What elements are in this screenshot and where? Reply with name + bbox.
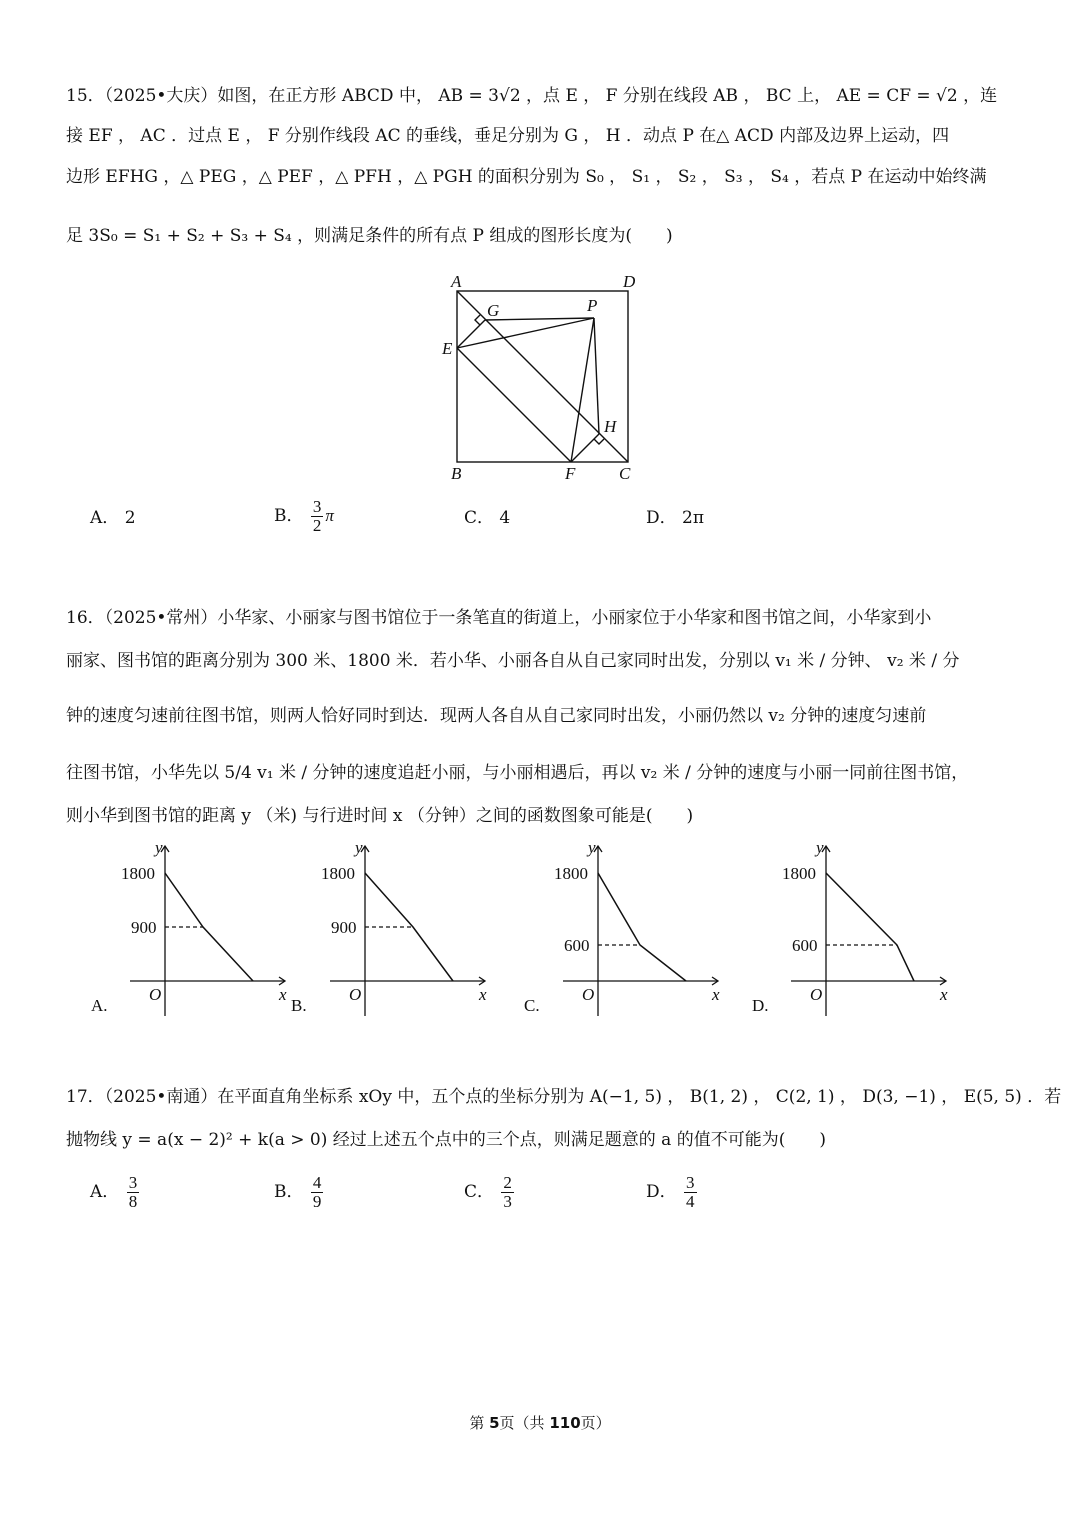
q17-option-d[interactable] <box>646 1174 699 1211</box>
option-letter: A． <box>90 508 120 528</box>
y-tick-mid: 900 <box>131 918 157 937</box>
q17-line-2: 抛物线 y = a(x − 2)² + k(a > 0) 经过上述五个点中的三个点，则满足题意的 a 的值不可能为( ) <box>66 1130 826 1150</box>
option-value: π <box>325 506 334 525</box>
q16-graph-a[interactable] <box>85 838 300 1023</box>
denominator: 2 <box>312 516 322 535</box>
origin-label: O <box>582 985 595 1004</box>
q16-line-1: 16．（2025•常州）小华家、小丽家与图书馆位于一条笔直的街道上，小丽家位于小华家和图书馆之间，小华家到小 <box>66 608 932 628</box>
label-h: H <box>604 417 617 436</box>
q15-option-a[interactable] <box>90 506 136 530</box>
graph-line <box>165 873 253 981</box>
y-tick-mid: 600 <box>792 936 818 955</box>
label-a: A <box>451 272 462 291</box>
label-f: F <box>565 464 576 483</box>
y-tick-mid: 600 <box>564 936 590 955</box>
fraction <box>311 498 324 535</box>
graph-letter: D. <box>752 996 769 1015</box>
segment-gp <box>485 318 594 320</box>
fraction <box>311 1174 324 1211</box>
label-b: B <box>451 464 462 483</box>
q17-option-b[interactable] <box>274 1174 325 1211</box>
q16-graph-d[interactable] <box>746 838 961 1023</box>
q16-line-3: 钟的速度匀速前往图书馆，则两人恰好同时到达．现两人各自从自己家同时出发，小丽仍然以 v₂ 分钟的速度匀速前 <box>66 706 927 726</box>
label-d: D <box>623 272 636 291</box>
denominator: 8 <box>128 1192 138 1211</box>
segment-pf <box>571 318 594 462</box>
x-axis-label: x <box>940 985 948 1004</box>
q15-line-2: 接 EF ， AC ．过点 E ， F 分别作线段 AC 的垂线，垂足分别为 G ， H ．动点 P 在△ ACD 内部及边界上运动，四 <box>66 126 950 146</box>
q17-option-a[interactable] <box>90 1174 141 1211</box>
segment-ph <box>594 318 599 434</box>
page-footer <box>0 1412 1080 1433</box>
graph-letter: A. <box>91 996 108 1015</box>
graph-line <box>826 873 914 981</box>
footer-middle: 页（共 <box>499 1414 550 1432</box>
diagonal-ac <box>457 291 628 462</box>
option-value: 2 <box>124 508 136 528</box>
right-angle-mark-g <box>475 315 480 325</box>
q17-line-1: 17．（2025•南通）在平面直角坐标系 xOy 中，五个点的坐标分别为 A(−1, 5) ， B(1, 2) ， C(2, 1) ， D(3, −1) ， E(5, 5) ．若 <box>66 1087 1062 1107</box>
y-axis-label: y <box>355 838 363 857</box>
numerator: 3 <box>312 497 322 516</box>
q16-line-5: 则小华到图书馆的距离 y （米) 与行进时间 x （分钟）之间的函数图象可能是( ) <box>66 806 694 826</box>
y-tick-top: 1800 <box>121 864 155 883</box>
graph-letter: B. <box>291 996 307 1015</box>
q15-square-figure <box>430 268 650 488</box>
q16-graph-b[interactable] <box>285 838 500 1023</box>
origin-label: O <box>149 985 162 1004</box>
fraction <box>501 1174 514 1211</box>
denominator: 3 <box>503 1192 512 1211</box>
denominator: 4 <box>686 1192 695 1211</box>
denominator: 9 <box>312 1192 322 1211</box>
option-value: 2π <box>682 508 705 528</box>
fraction <box>127 1174 140 1211</box>
option-letter: D． <box>646 1182 677 1202</box>
right-angle-mark-h <box>594 439 604 444</box>
label-e: E <box>442 339 453 358</box>
q15-option-b[interactable] <box>274 498 334 535</box>
segment-eg <box>457 320 485 348</box>
option-letter: B． <box>274 1182 304 1202</box>
q15-line-3: 边形 EFHG ，△ PEG ，△ PEF ，△ PFH ，△ PGH 的面积分别为 S₀ ， S₁ ， S₂ ， S₃ ， S₄ ，若点 P 在运动中始终满 <box>66 167 987 187</box>
footer-page-number: 5 <box>489 1414 500 1432</box>
numerator: 4 <box>312 1173 322 1192</box>
option-value: 4 <box>499 508 511 528</box>
label-g: G <box>487 301 500 320</box>
q16-line-2: 丽家、图书馆的距离分别为 300 米、1800 米．若小华、小丽各自从自己家同时出发，分别以 v₁ 米 / 分钟、 v₂ 米 / 分 <box>66 651 960 671</box>
numerator: 3 <box>128 1173 138 1192</box>
y-tick-top: 1800 <box>321 864 355 883</box>
y-tick-top: 1800 <box>554 864 588 883</box>
option-letter: C． <box>464 1182 495 1202</box>
y-tick-mid: 900 <box>331 918 357 937</box>
y-axis-label: y <box>816 838 824 857</box>
fraction <box>684 1174 697 1211</box>
q16-graph-c[interactable] <box>518 838 733 1023</box>
y-axis-label: y <box>588 838 596 857</box>
option-letter: A． <box>90 1182 120 1202</box>
option-letter: B． <box>274 506 304 526</box>
q16-line-4: 往图书馆，小华先以 5/4 v₁ 米 / 分钟的速度追赶小丽，与小丽相遇后，再以 v₂ 米 / 分钟的速度与小丽一同前往图书馆， <box>66 763 969 783</box>
x-axis-label: x <box>279 985 287 1004</box>
label-c: C <box>619 464 631 483</box>
numerator: 2 <box>503 1173 512 1192</box>
graph-line <box>598 873 686 981</box>
graph-letter: C. <box>524 996 540 1015</box>
q15-option-d[interactable] <box>646 506 704 530</box>
footer-suffix: 页） <box>580 1414 611 1432</box>
x-axis-label: x <box>479 985 487 1004</box>
q15-option-c[interactable] <box>464 506 510 530</box>
x-axis-label: x <box>712 985 720 1004</box>
footer-total-pages: 110 <box>549 1414 581 1432</box>
footer-prefix: 第 <box>469 1414 490 1432</box>
option-letter: D． <box>646 508 677 528</box>
q17-option-c[interactable] <box>464 1174 516 1211</box>
option-letter: C． <box>464 508 495 528</box>
segment-ef <box>457 348 571 462</box>
origin-label: O <box>810 985 823 1004</box>
y-axis-label: y <box>155 838 163 857</box>
origin-label: O <box>349 985 362 1004</box>
q15-line-4: 足 3S₀ = S₁ + S₂ + S₃ + S₄ ，则满足条件的所有点 P 组成的图形长度为( ) <box>66 226 673 246</box>
label-p: P <box>587 296 598 315</box>
numerator: 3 <box>686 1173 695 1192</box>
q15-line-1: 15．（2025•大庆）如图，在正方形 ABCD 中， AB = 3√2 ，点 E ， F 分别在线段 AB ， BC 上， AE = CF = √2 ，连 <box>66 86 998 106</box>
y-tick-top: 1800 <box>782 864 816 883</box>
